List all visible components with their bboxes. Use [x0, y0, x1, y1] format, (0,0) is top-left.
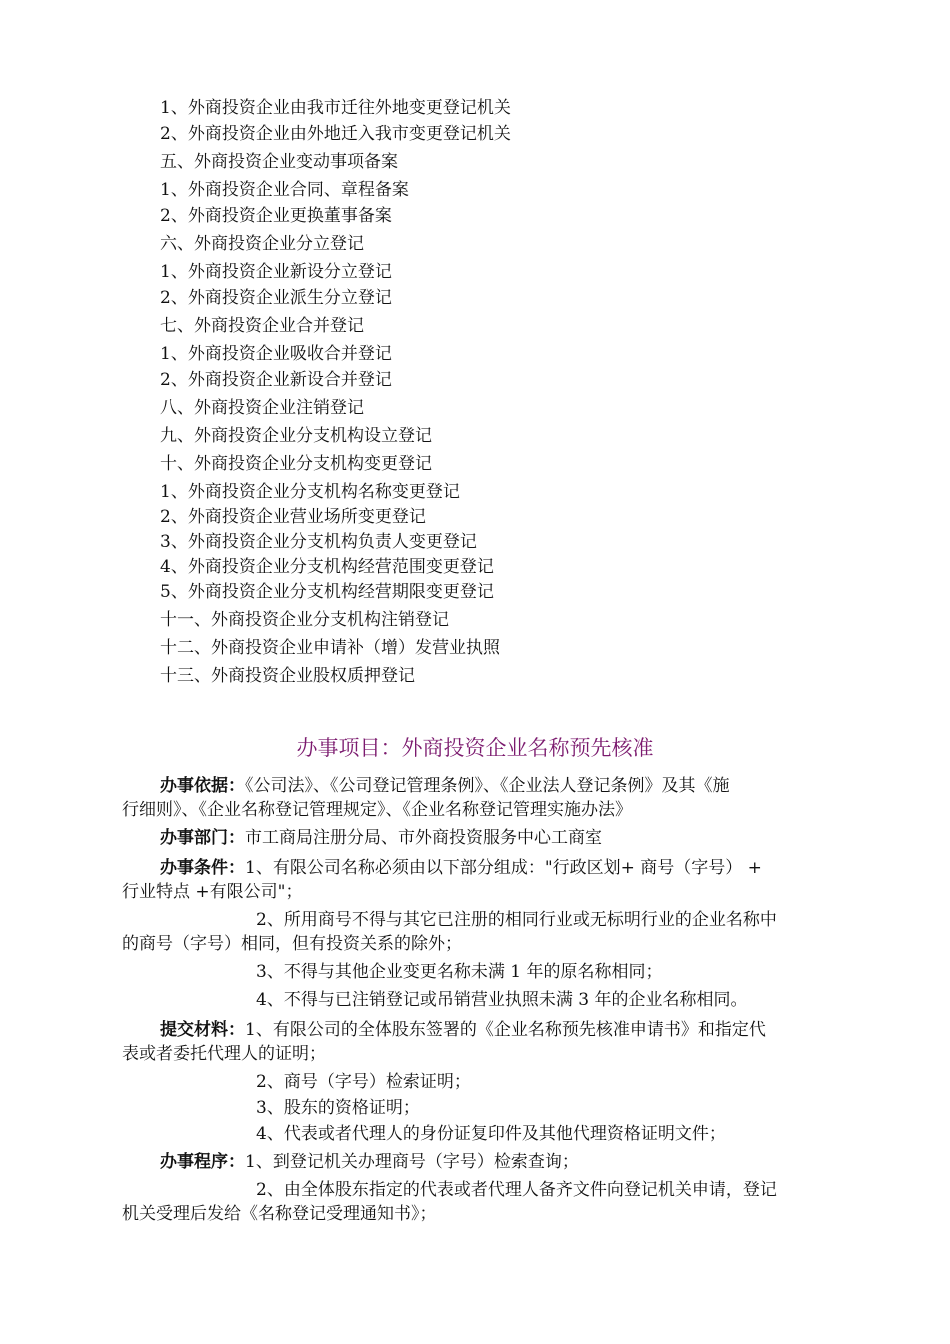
- procedure-label: 办事程序：: [160, 1152, 245, 1172]
- catalog-item: 八、外商投资企业注销登记: [160, 398, 364, 418]
- catalog-item: 1、外商投资企业新设分立登记: [160, 262, 392, 282]
- catalog-item: 十、外商投资企业分支机构变更登记: [160, 454, 432, 474]
- catalog-item: 十一、外商投资企业分支机构注销登记: [160, 610, 449, 630]
- material-4-text: 4、代表或者代理人的身份证复印件及其他代理资格证明文件；: [256, 1124, 726, 1144]
- catalog-item: 十三、外商投资企业股权质押登记: [160, 666, 415, 686]
- catalog-item: 2、外商投资企业新设合并登记: [160, 370, 392, 390]
- material-2-text: 2、商号（字号）检索证明；: [256, 1072, 471, 1092]
- catalog-item: 4、外商投资企业分支机构经营范围变更登记: [160, 557, 494, 577]
- condition-3-text: 3、不得与其他企业变更名称未满 1 年的原名称相同；: [256, 962, 663, 982]
- conditions-label: 办事条件：: [160, 858, 245, 878]
- condition-2-text: 2、所用商号不得与其它已注册的相同行业或无标明行业的企业名称中: [256, 910, 777, 930]
- materials-line-1: [122, 1017, 852, 1043]
- catalog-item: 五、外商投资企业变动事项备案: [160, 152, 398, 172]
- department-text: 市工商局注册分局、市外商投资服务中心工商室: [245, 828, 602, 848]
- procedure-2-continued: 机关受理后发给《名称登记受理通知书》；: [122, 1204, 437, 1224]
- procedure-line-1: [122, 1149, 852, 1175]
- catalog-item: 2、外商投资企业由外地迁入我市变更登记机关: [160, 124, 511, 144]
- catalog-item: 1、外商投资企业吸收合并登记: [160, 344, 392, 364]
- catalog-list: [160, 98, 860, 686]
- material-1-text: 1、有限公司的全体股东签署的《企业名称预先核准申请书》和指定代: [245, 1020, 766, 1040]
- department-label: 办事部门：: [160, 828, 245, 848]
- basis-line-1: [122, 773, 852, 799]
- catalog-item: 十二、外商投资企业申请补（增）发营业执照: [160, 638, 500, 658]
- catalog-item: 七、外商投资企业合并登记: [160, 316, 364, 336]
- procedure-1-text: 1、到登记机关办理商号（字号）检索查询；: [245, 1152, 579, 1172]
- basis-line-2: 行细则》、《企业名称登记管理规定》、《企业名称登记管理实施办法》: [122, 800, 632, 820]
- section-title: 办事项目：外商投资企业名称预先核准: [296, 736, 654, 760]
- procedure-2-text: 2、由全体股东指定的代表或者代理人备齐文件向登记机关申请，登记: [256, 1180, 777, 1200]
- basis-label: 办事依据：: [160, 776, 245, 796]
- catalog-item: 3、外商投资企业分支机构负责人变更登记: [160, 532, 477, 552]
- material-3-text: 3、股东的资格证明；: [256, 1098, 420, 1118]
- material-1-continued: 表或者委托代理人的证明；: [122, 1044, 326, 1064]
- section-body: [122, 773, 852, 1225]
- conditions-line-1: [122, 855, 852, 881]
- condition-4-text: 4、不得与已注销登记或吊销营业执照未满 3 年的企业名称相同。: [256, 990, 748, 1010]
- basis-text: 《公司法》、《公司登记管理条例》、《企业法人登记条例》及其《施: [245, 776, 730, 796]
- catalog-item: 六、外商投资企业分立登记: [160, 234, 364, 254]
- catalog-item: 九、外商投资企业分支机构设立登记: [160, 426, 432, 446]
- condition-1-text: 1、有限公司名称必须由以下部分组成："行政区划+ 商号（字号） +: [245, 858, 762, 878]
- condition-1-continued: 行业特点 +有限公司"；: [122, 882, 303, 902]
- catalog-item: 2、外商投资企业更换董事备案: [160, 206, 392, 226]
- catalog-item: 2、外商投资企业派生分立登记: [160, 288, 392, 308]
- condition-2-continued: 的商号（字号）相同，但有投资关系的除外；: [122, 934, 462, 954]
- materials-label: 提交材料：: [160, 1020, 245, 1040]
- catalog-item: 5、外商投资企业分支机构经营期限变更登记: [160, 582, 494, 602]
- catalog-item: 1、外商投资企业合同、章程备案: [160, 180, 409, 200]
- catalog-item: 2、外商投资企业营业场所变更登记: [160, 507, 426, 527]
- catalog-item: 1、外商投资企业分支机构名称变更登记: [160, 482, 460, 502]
- department-line: [122, 825, 852, 851]
- catalog-item: 1、外商投资企业由我市迁往外地变更登记机关: [160, 98, 511, 118]
